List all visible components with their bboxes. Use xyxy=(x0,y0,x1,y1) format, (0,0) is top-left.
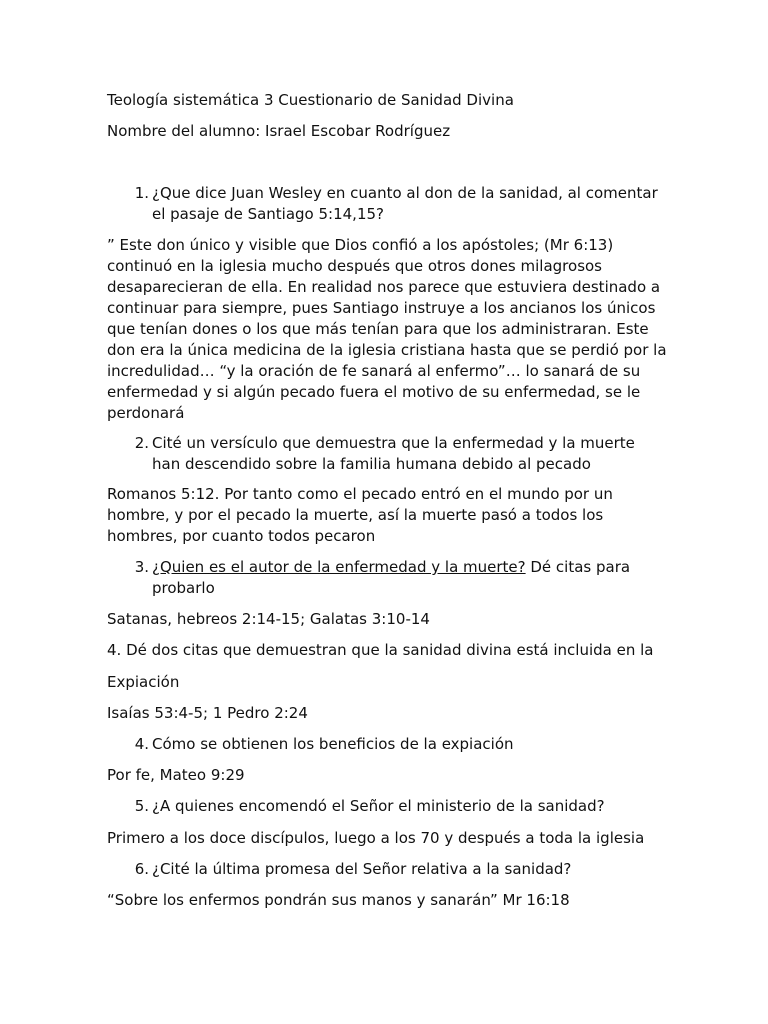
question-number: 3. xyxy=(134,558,149,576)
question-number: 4. xyxy=(134,735,149,753)
question-text: ¿A quienes encomendó el Señor el ministerio de la sanidad? xyxy=(152,797,605,815)
question-text: Cité un versículo que demuestra que la enfermedad y la muerte han descendido sobre la familia humana debido al pecado xyxy=(152,434,635,473)
answer-4: Isaías 53:4-5; 1 Pedro 2:24 xyxy=(107,704,308,722)
question-6 xyxy=(107,796,667,817)
answer-6: Primero a los doce discípulos, luego a los 70 y después a toda la iglesia xyxy=(107,829,645,847)
question-number: 5. xyxy=(134,797,149,815)
question-5 xyxy=(107,734,667,755)
question-text xyxy=(152,557,667,599)
question-number: 6. xyxy=(134,860,149,878)
question-7 xyxy=(107,859,667,880)
question-1 xyxy=(107,183,667,225)
answer-1: ” Este don único y visible que Dios confió a los apóstoles; (Mr 6:13) continuó en la iglesia mucho después que otros dones milagrosos desaparecieran de ella. En realidad nos parece que estuviera destinado a continuar para siempre, pues Santiago instruye a los ancianos los únicos que tenían dones o los que más tenían para que los administraran. Este don era la única medicina de la iglesia cristiana hasta que se perdió por la incredulidad… “y la oración de fe sanará al enfermo”… lo sanará de su enfermedad y si algún pecado fuera el motivo de su enfermedad, se le perdonará xyxy=(107,236,667,422)
question-text: Cómo se obtienen los beneficios de la expiación xyxy=(152,735,514,753)
question-4-line-2: Expiación xyxy=(107,673,180,691)
question-text: ¿Que dice Juan Wesley en cuanto al don de la sanidad, al comentar el pasaje de Santiago 5:14,15? xyxy=(152,184,658,223)
question-3 xyxy=(107,557,667,599)
document-title: Teología sistemática 3 Cuestionario de Sanidad Divina xyxy=(107,91,514,109)
question-number: 2. xyxy=(134,434,149,452)
underlined-question: ¿Quien es el autor de la enfermedad y la muerte? xyxy=(152,558,526,576)
question-2 xyxy=(107,433,667,475)
answer-3: Satanas, hebreos 2:14-15; Galatas 3:10-14 xyxy=(107,610,430,628)
question-number: 1. xyxy=(134,184,149,202)
answer-7: “Sobre los enfermos pondrán sus manos y sanarán” Mr 16:18 xyxy=(107,891,570,909)
question-4-line-1: 4. Dé dos citas que demuestran que la sanidad divina está incluida en la xyxy=(107,641,654,659)
student-name: Nombre del alumno: Israel Escobar Rodríguez xyxy=(107,122,451,140)
answer-5: Por fe, Mateo 9:29 xyxy=(107,766,245,784)
question-text: ¿Cité la última promesa del Señor relativa a la sanidad? xyxy=(152,860,572,878)
question-rest: Dé citas para probarlo xyxy=(152,558,631,597)
answer-2: Romanos 5:12. Por tanto como el pecado entró en el mundo por un hombre, y por el pecado la muerte, así la muerte pasó a todos los hombres, por cuanto todos pecaron xyxy=(107,485,613,545)
